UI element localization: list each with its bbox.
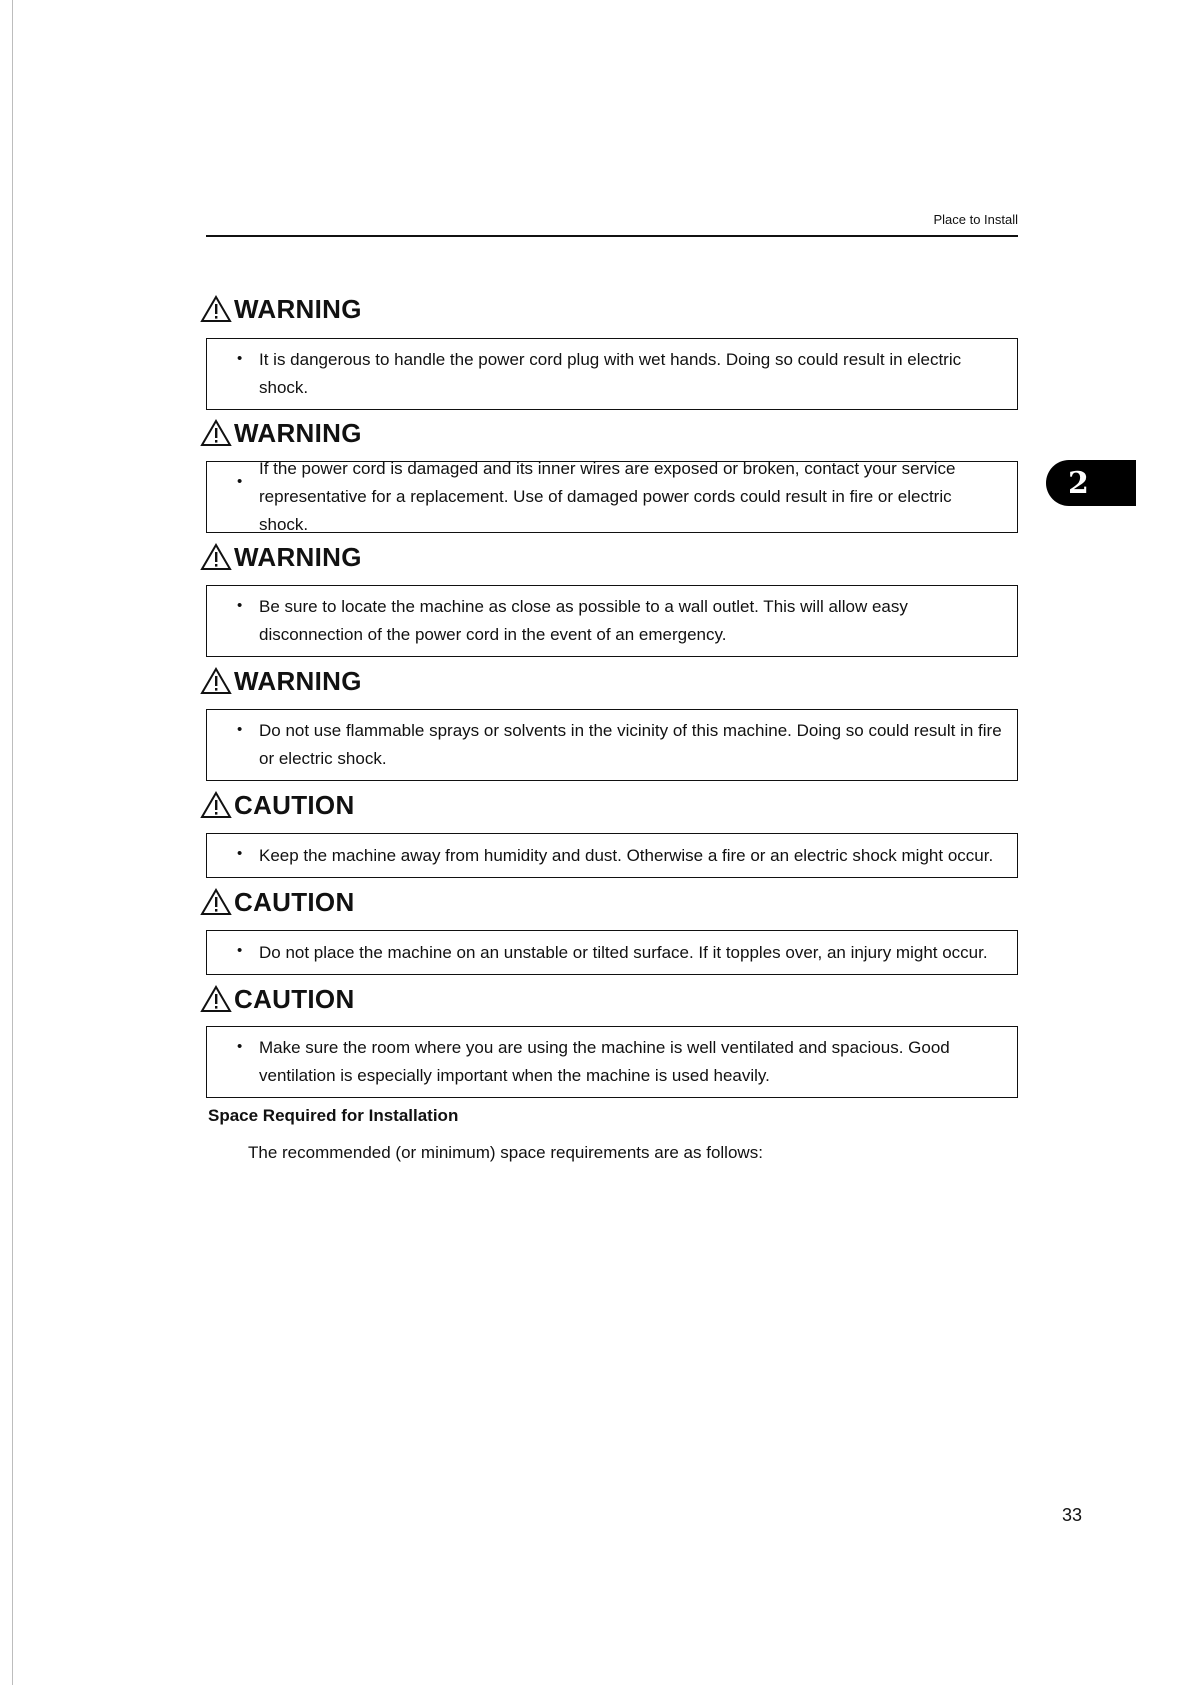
notice-box: [206, 930, 1018, 975]
warning-triangle-icon: [200, 667, 232, 695]
bullet: •: [237, 1038, 243, 1055]
bullet: •: [237, 845, 243, 862]
warning-triangle-icon: [200, 419, 232, 447]
safety-label-text: WARNING: [234, 293, 362, 324]
running-head: Place to Install: [933, 212, 1018, 227]
warning-triangle-icon: [200, 543, 232, 571]
notice-box: [206, 461, 1018, 533]
safety-label-caution: [200, 788, 355, 822]
warning-triangle-icon: [200, 985, 232, 1013]
notice-text: Do not place the machine on an unstable or tilted surface. If it topples over, an injury might occur.: [259, 942, 988, 962]
section-heading: Space Required for Installation: [208, 1106, 459, 1125]
notice-text: Do not use flammable sprays or solvents in the vicinity of this machine. Doing so could result in fire or electric shock.: [259, 721, 1002, 768]
notice-box: [206, 585, 1018, 657]
page-number: 33: [1061, 1505, 1082, 1525]
safety-label-caution: [200, 982, 355, 1016]
chapter-tab: 2: [1046, 460, 1136, 506]
safety-label-warning: [200, 664, 362, 698]
safety-label-warning: [200, 292, 362, 326]
safety-label-warning: [200, 416, 362, 450]
notice-box: [206, 338, 1018, 410]
safety-label-warning: [200, 540, 362, 574]
safety-label-text: WARNING: [234, 665, 362, 696]
safety-label-text: CAUTION: [234, 886, 355, 917]
warning-triangle-icon: [200, 888, 232, 916]
header-rule: [206, 235, 1018, 237]
notice-box: [206, 833, 1018, 878]
notice-box: [206, 1026, 1018, 1098]
notice-text: If the power cord is damaged and its inner wires are exposed or broken, contact your service representative for a replacement. Use of damaged power cords could result in fire or electric shock.: [259, 459, 956, 534]
notice-text: Keep the machine away from humidity and dust. Otherwise a fire or an electric shock might occur.: [259, 845, 994, 865]
notice-text: Be sure to locate the machine as close as possible to a wall outlet. This will allow easy disconnection of the power cord in the event of an emergency.: [259, 597, 908, 644]
notice-text: Make sure the room where you are using the machine is well ventilated and spacious. Good ventilation is especially important when the machine is used heavily.: [259, 1038, 950, 1085]
safety-label-text: CAUTION: [234, 789, 355, 820]
safety-label-text: WARNING: [234, 541, 362, 572]
bullet: •: [237, 473, 243, 490]
scan-edge-line: [12, 0, 13, 1685]
bullet: •: [237, 597, 243, 614]
body-paragraph: The recommended (or minimum) space requirements are as follows:: [248, 1143, 763, 1162]
warning-triangle-icon: [200, 791, 232, 819]
safety-label-caution: [200, 885, 355, 919]
bullet: •: [237, 942, 243, 959]
safety-label-text: CAUTION: [234, 983, 355, 1014]
bullet: •: [237, 350, 243, 367]
warning-triangle-icon: [200, 295, 232, 323]
safety-label-text: WARNING: [234, 417, 362, 448]
notice-box: [206, 709, 1018, 781]
notice-text: It is dangerous to handle the power cord plug with wet hands. Doing so could result in electric shock.: [259, 350, 962, 397]
bullet: •: [237, 721, 243, 738]
